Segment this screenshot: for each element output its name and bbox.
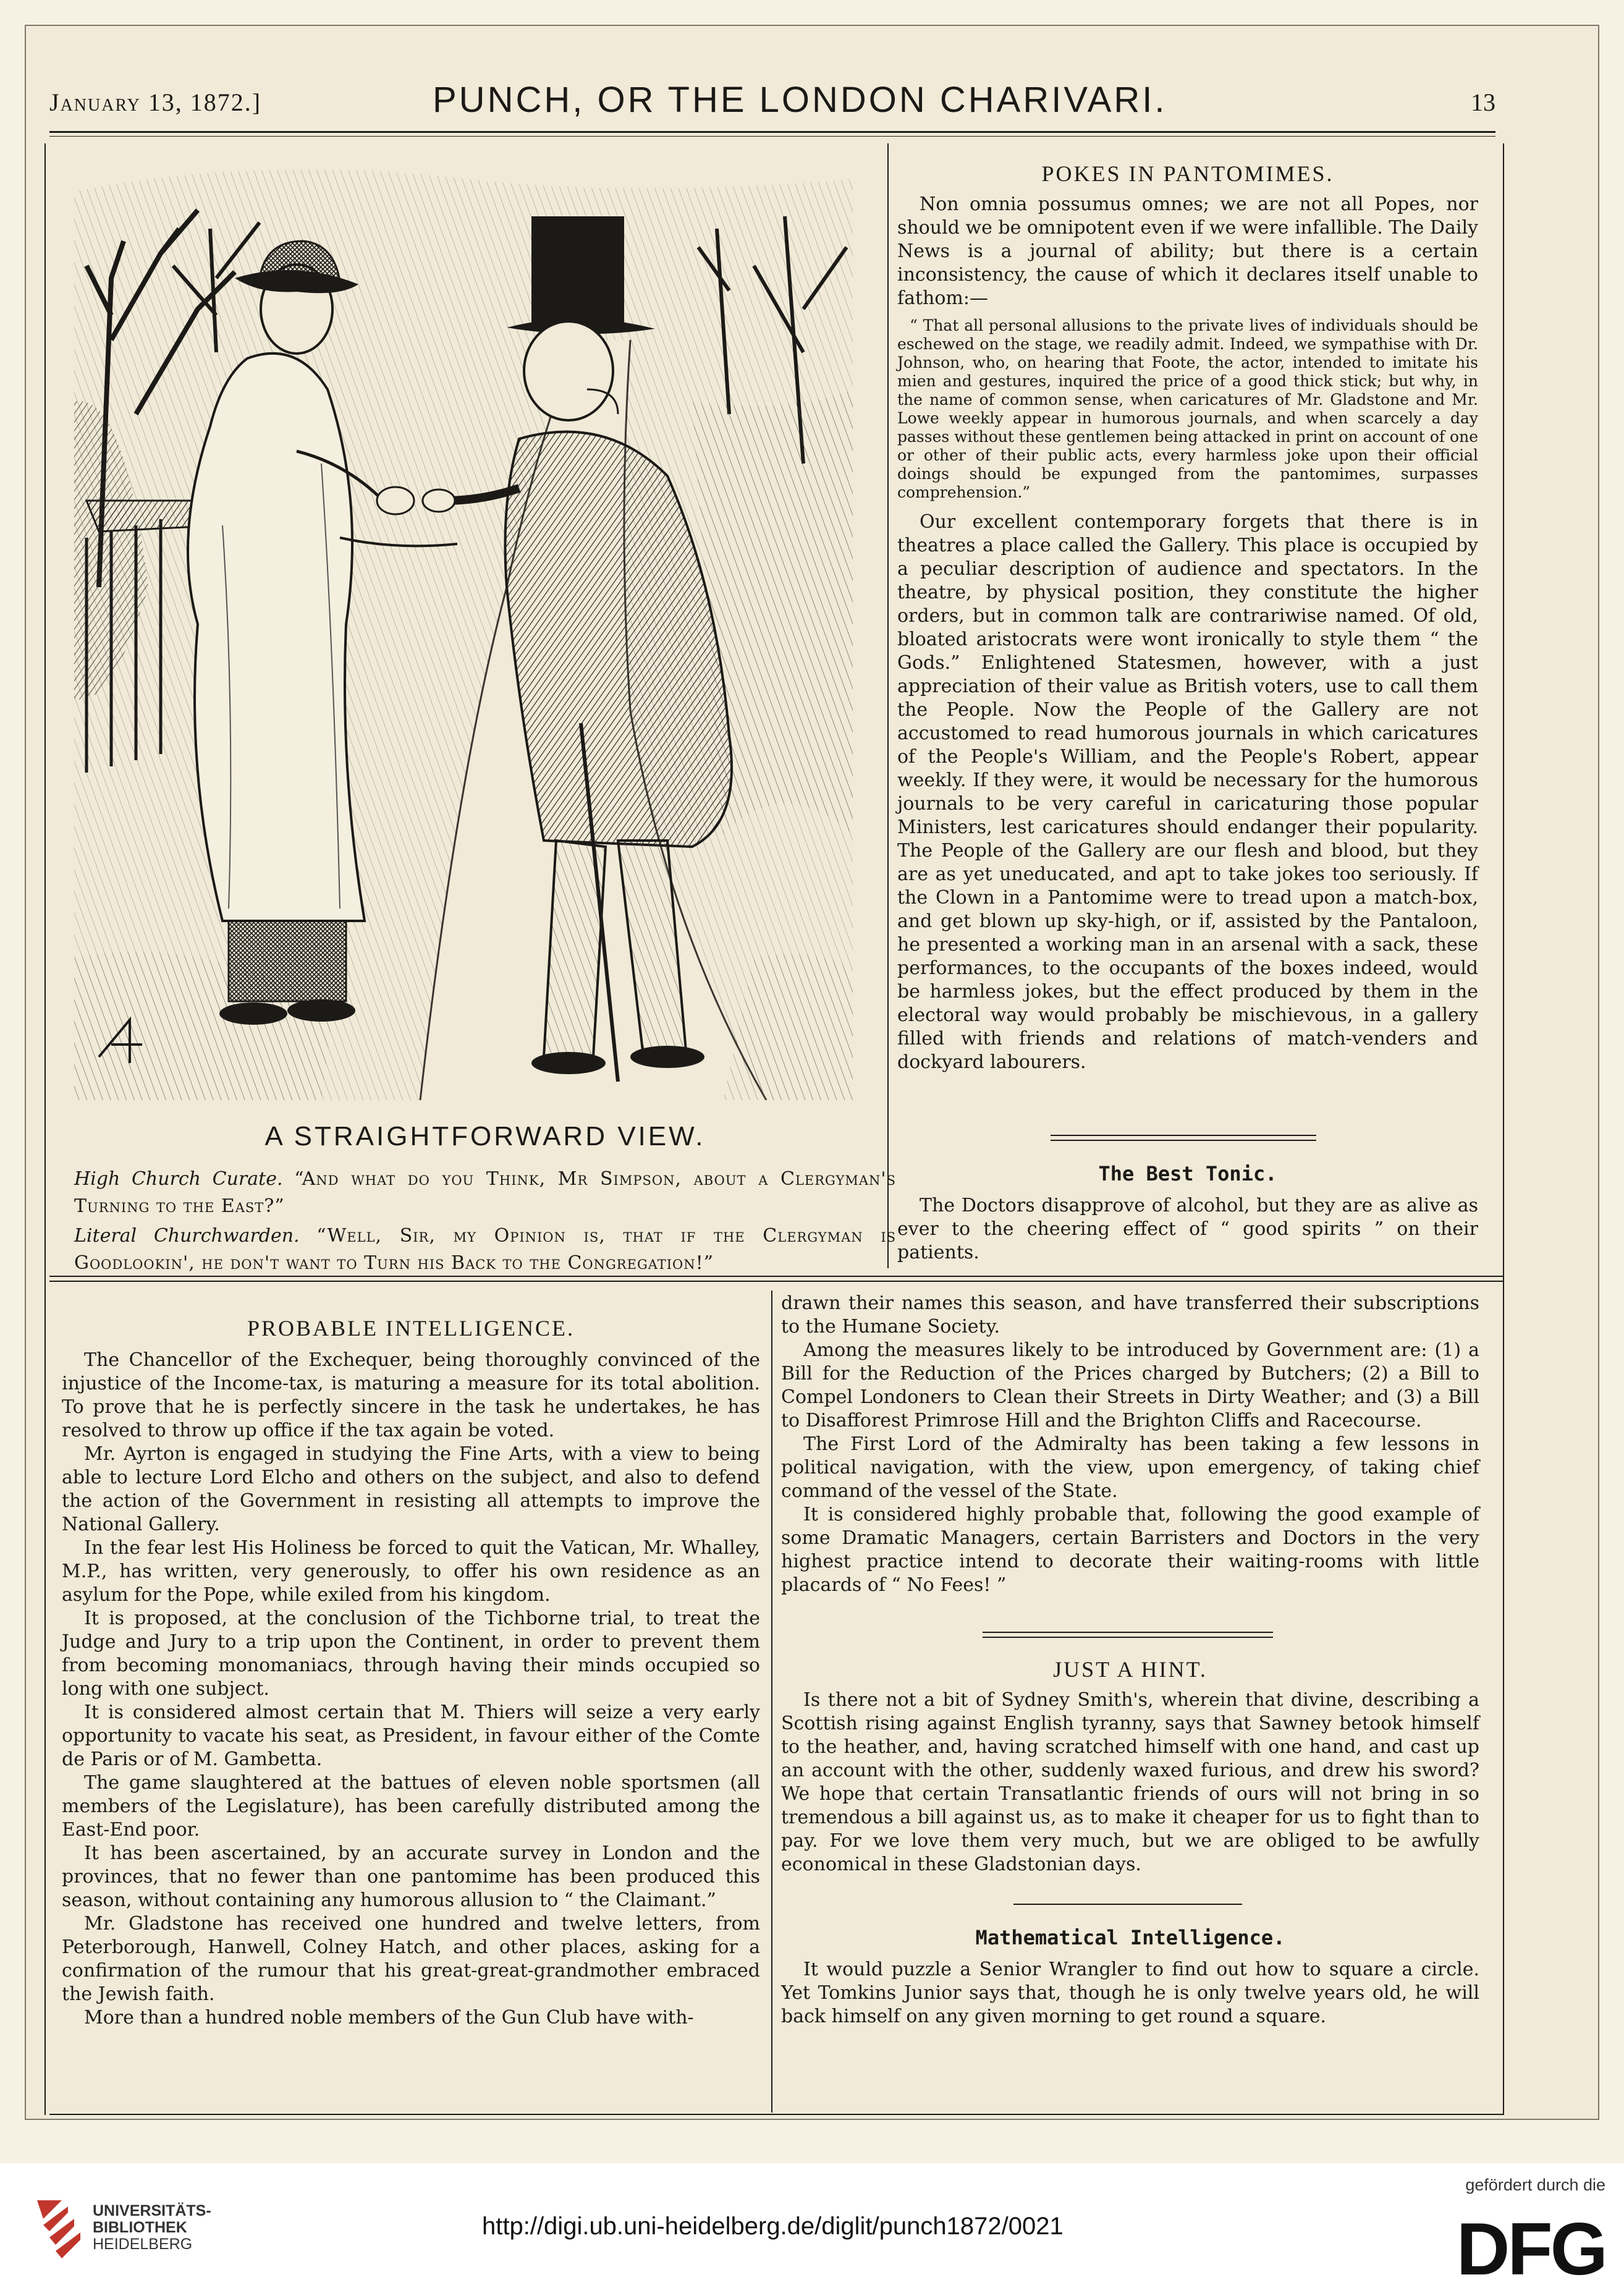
library-name [93,2203,211,2253]
probable-cont-1: drawn their names this season, and have transferred their subscriptions to the Humane Society. [781,1292,1479,1337]
divider-hint-2 [983,1637,1273,1638]
pokes-article [897,162,1478,1074]
probable-cont-3: The First Lord of the Admiralty has been taking a few lessons in political navigation, with the view, upon emergency, of taking chief command of the vessel of the State. [781,1433,1479,1502]
bottom-rule [49,2114,1503,2115]
column-divider-bottom [771,1291,772,2113]
math-title: Mathematical Intelligence. [975,1926,1285,1949]
header-rule-thin [49,136,1495,137]
masthead-title: PUNCH, OR THE LONDON CHARIVARI. [433,80,1167,120]
issue-date: January 13, 1872.] [49,88,262,116]
probable-cont-4: It is considered highly probable that, following the good example of some Dramatic Managers, certain Barristers and Doctors in the very highest practice intend to decorate their waiting-rooms with little placards of “ No Fees! ” [781,1504,1479,1596]
digitization-footer [0,2163,1624,2293]
section-divider-thin [49,1281,1503,1282]
probable-cont-2: Among the measures likely to be introduced by Government are: (1) a Bill for the Reduction of the Prices charged by Butchers; (2) a Bill to Compel Londoners to Clean their Streets in Dirty Weather; and (3) a Bill to Disafforest Primrose Hill and the Brighton Cliffs and Racecourse. [781,1339,1479,1431]
tonic-para: The Doctors disapprove of alcohol, but they are as alive as ever to the cheering effect of “ good spirits ” on their patients. [897,1195,1478,1263]
divider-short [1051,1135,1316,1136]
math-article [781,1926,1479,2028]
pokes-quote: “ That all personal allusions to the private lives of individuals should be eschewed on the stage, we readily admit. Indeed, we sympathise with Dr. Johnson, who, on hearing that Foote, the actor, intended to imitate his mien and gestures, inquired the price of a good thick stick; but why, in the name of common sense, when caricatures of Mr. Gladstone and Mr. Lowe weekly appear in humorous journals, and when scarcely a day passes without these gentlemen being attacked in print on account of one or other of their public acts, every harmless joke upon their official doings should be expunged from the pantomimes, surpasses comprehension.” [897,316,1478,501]
probable-para-3: In the fear lest His Holiness be forced to quit the Vatican, Mr. Whalley, M.P., has written, very generously, to offer his own residence as an asylum for the Pope, while exiled from his kingdom. [62,1537,760,1606]
funding-note: gefördert durch die [1465,2176,1605,2194]
pokes-title: POKES IN PANTOMIMES. [1041,161,1334,186]
pokes-para-2: Our excellent contemporary forgets that there is in theatres a place called the Gallery. This place is occupied by a peculiar description of audience and spectators. In the theatre, by physical position, they constitute the higher orders, but in common talk are contrariwise named. Of old, bloated aristocrats were wont ironically to style them “ the Gods.” Enlightened Statesmen, however, with a just appreciation of their value as British voters, use to call them the People. Now the People of the Gallery are not accustomed to read humorous journals in which caricatures of the People's William, and the People's Robert, appear weekly. If they were, it would be necessary for the humorous journals to be very careful in caricaturing those popular Ministers, lest caricatures should endanger their popularity. The People of the Gallery are our flesh and blood, but they are as yet uneducated, and apt to take jokes too seriously. If the Clown in a Pantomime were to tread upon a match-box, and get blown up sky-high, or if, assisted by the Pantaloon, he presented a working man in an arsenal with a sack, these performances, to the occupants of the boxes indeed, would be harmless jokes, but the effect produced by them in the electoral way would probably be mischievous, in a gallery filled with friends and relations of match-venders and dockyard labourers. [897,511,1478,1073]
cartoon-caption [74,1166,896,1279]
probable-para-9: More than a hundred noble members of the Gun Club have with- [84,2007,694,2028]
cartoon-illustration [74,155,853,1100]
probable-para-7: It has been ascertained, by an accurate survey in London and the provinces, that no fewer than one pantomime has been produced this season, without containing any humorous allusion to “ the Claimant.” [62,1842,760,1911]
left-border [44,143,46,2115]
library-line-2: BIBLIOTHEK [93,2219,187,2236]
divider-hint [983,1632,1273,1633]
probable-para-6: The game slaughtered at the battues of eleven noble sportsmen (all members of the Legislature), has been carefully distributed among the East-End poor. [62,1772,760,1841]
pokes-para-1: Non omnia possumus omnes; we are not all Popes, nor should we be omnipotent even if we were infallible. The Daily News is a journal of ability; but there is a certain inconsistency, the cause of which it declares itself unable to fathom:— [897,193,1478,309]
page-number: 13 [1471,88,1495,116]
probable-para-5: It is considered almost certain that M. Thiers will seize a very early opportunity to vacate his seat, as President, in favour either of the Comte de Paris or of M. Gambetta. [62,1702,760,1770]
tonic-title: The Best Tonic. [1098,1162,1277,1185]
hint-title: JUST A HINT. [1053,1657,1207,1682]
header-rule [49,131,1495,133]
probable-title: PROBABLE INTELLIGENCE. [247,1316,575,1341]
right-border [1503,143,1504,2115]
probable-para-1: The Chancellor of the Exchequer, being thoroughly convinced of the injustice of the Income-tax, is maturing a measure for its total abolition. To prove that he is perfectly sincere in the task he undertakes, he has resolved to throw up office if the tax again be voted. [62,1349,760,1441]
probable-para-8: Mr. Gladstone has received one hundred and twelve letters, from Peterborough, Hanwell, Colney Hatch, and other places, asking for a confirmation of the rumour that his great-great-grandmother embraced the Jewish faith. [62,1913,760,2005]
dfg-logo: DFG [1456,2208,1605,2291]
probable-continued [781,1292,1479,1597]
probable-para-4: It is proposed, at the conclusion of the Tichborne trial, to treat the Judge and Jury to a trip upon the Continent, in order to prevent them from becoming monomaniacs, through having their minds occupied so long with one subject. [62,1608,760,1700]
speaker-churchwarden: Literal Churchwarden. [74,1225,300,1247]
divider-short-2 [1051,1140,1316,1141]
curate-line: “And what do you Think, Mr Simpson, about a Clergyman's Turning to the East?” [74,1168,897,1217]
library-line-3: HEIDELBERG [93,2236,193,2253]
tonic-article [897,1162,1478,1265]
source-url-link[interactable]: http://digi.ub.uni-heidelberg.de/diglit/punch1872/0021 [482,2213,1064,2240]
page-header [49,79,1495,129]
math-para: It would puzzle a Senior Wrangler to find out how to square a circle. Yet Tomkins Junior says that, though he is only twelve years old, he will back himself on any given morning to get round a square. [781,1959,1479,2027]
hint-para: Is there not a bit of Sydney Smith's, wherein that divine, describing a Scottish rising against English tyranny, says that Sawney betook himself to the heather, and, having scratched himself with one hand, and cast up an account with the other, suddenly waxed furious, and drew his sword? We hope that certain Transatlantic friends of ours will not bring in so tremendous a bill against us, as to make it cheaper for us to fight than to pay. For we love them very much, but we are obliged to be awfully economical in these Gladstonian days. [781,1689,1479,1875]
library-line-1: UNIVERSITÄTS- [93,2202,211,2219]
cartoon-title: A STRAIGHTFORWARD VIEW. [264,1121,706,1151]
hint-article [781,1658,1479,1876]
probable-article [62,1316,760,2030]
churchwarden-line: “Well, Sir, my Opinion is, that if the Clergyman is Goodlookin', he don't want to Turn his Back to the Congregation!” [74,1225,897,1274]
column-divider-top [887,143,889,1268]
speaker-curate: High Church Curate. [74,1168,283,1190]
divider-math [1013,1904,1242,1905]
probable-para-2: Mr. Ayrton is engaged in studying the Fine Arts, with a view to being able to lecture Lord Elcho and others on the subject, and also to defend the action of the Government in resisting all attempts to improve the National Gallery. [62,1443,760,1535]
